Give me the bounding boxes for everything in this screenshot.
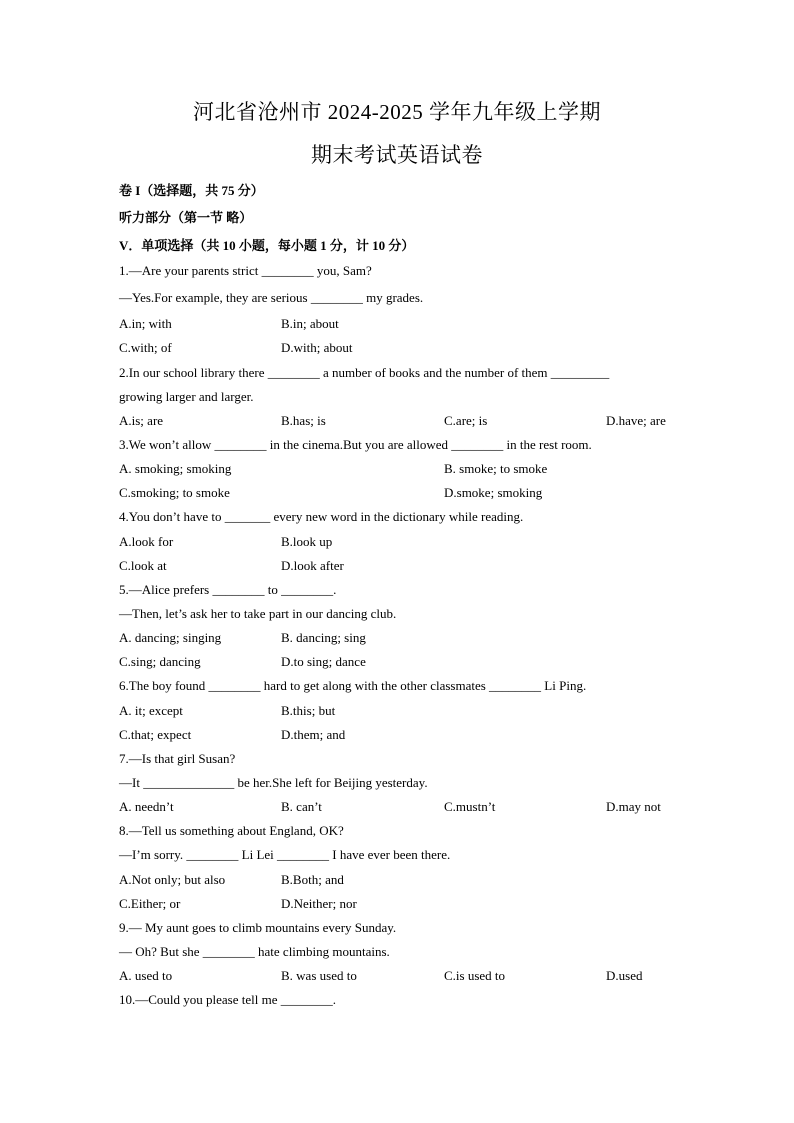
option-a: A. needn’t — [119, 799, 174, 814]
question-stem: —Then, let’s ask her to take part in our dancing club. — [119, 606, 397, 621]
exam-title-line1: 河北省沧州市 2024-2025 学年九年级上学期 — [193, 100, 601, 124]
section-single-choice: V．单项选择（共 10 小题，每小题 1 分，计 10 分） — [119, 238, 415, 253]
option-d: D.have; are — [606, 413, 666, 428]
option-d: D.to sing; dance — [281, 654, 366, 669]
option-b: B.has; is — [281, 413, 326, 428]
option-c: C.is used to — [444, 968, 506, 983]
option-d: D.Neither; nor — [281, 896, 357, 911]
option-c: C.smoking; to smoke — [119, 485, 230, 500]
exam-title-line2: 期末考试英语试卷 — [311, 143, 483, 167]
question-stem: 3.We won’t allow ________ in the cinema.But you are allowed ________ in the rest room. — [119, 437, 592, 452]
option-a: A. used to — [119, 968, 173, 983]
question-stem: 4.You don’t have to _______ every new word in the dictionary while reading. — [119, 509, 524, 524]
option-d: D.look after — [281, 558, 344, 573]
option-b: B.this; but — [281, 703, 336, 718]
option-c: C.that; expect — [119, 727, 192, 742]
question-stem: 10.—Could you please tell me ________. — [119, 992, 337, 1007]
question-stem: 5.—Alice prefers ________ to ________. — [119, 582, 337, 597]
option-b: B.look up — [281, 534, 333, 549]
question-stem: —I’m sorry. ________ Li Lei ________ I have ever been there. — [119, 847, 451, 862]
question-stem: 7.—Is that girl Susan? — [119, 751, 236, 766]
option-d: D.them; and — [281, 727, 346, 742]
option-b: B. was used to — [281, 968, 357, 983]
section-part1: 卷 I（选择题，共 75 分） — [119, 183, 264, 198]
option-d: D.with; about — [281, 340, 353, 355]
option-c: C.sing; dancing — [119, 654, 201, 669]
question-stem: 8.—Tell us something about England, OK? — [119, 823, 344, 838]
question-stem: —It ______________ be her.She left for Beijing yesterday. — [119, 775, 428, 790]
option-d: D.may not — [606, 799, 661, 814]
question-stem: 6.The boy found ________ hard to get along with the other classmates ________ Li Ping. — [119, 678, 587, 693]
question-stem: 9.— My aunt goes to climb mountains every Sunday. — [119, 920, 397, 935]
option-b: B.Both; and — [281, 872, 344, 887]
option-a: A.in; with — [119, 316, 172, 331]
option-c: C.are; is — [444, 413, 488, 428]
option-c: C.Either; or — [119, 896, 181, 911]
option-c: C.mustn’t — [444, 799, 496, 814]
option-d: D.used — [606, 968, 643, 983]
option-a: A. it; except — [119, 703, 183, 718]
question-stem: 1.—Are your parents strict ________ you, Sam? — [119, 263, 372, 278]
option-b: B.in; about — [281, 316, 339, 331]
question-stem: — Oh? But she ________ hate climbing mountains. — [119, 944, 390, 959]
option-a: A.Not only; but also — [119, 872, 226, 887]
option-a: A. smoking; smoking — [119, 461, 232, 476]
option-c: C.with; of — [119, 340, 172, 355]
option-b: B. smoke; to smoke — [444, 461, 548, 476]
option-a: A.look for — [119, 534, 174, 549]
option-a: A.is; are — [119, 413, 164, 428]
option-d: D.smoke; smoking — [444, 485, 543, 500]
option-a: A. dancing; singing — [119, 630, 222, 645]
section-listening: 听力部分（第一节 略） — [119, 210, 253, 225]
option-b: B. can’t — [281, 799, 322, 814]
option-b: B. dancing; sing — [281, 630, 366, 645]
option-c: C.look at — [119, 558, 167, 573]
question-stem: 2.In our school library there ________ a number of books and the number of them _________ — [119, 365, 610, 380]
question-stem: growing larger and larger. — [119, 389, 254, 404]
question-stem: —Yes.For example, they are serious ________ my grades. — [119, 290, 424, 305]
